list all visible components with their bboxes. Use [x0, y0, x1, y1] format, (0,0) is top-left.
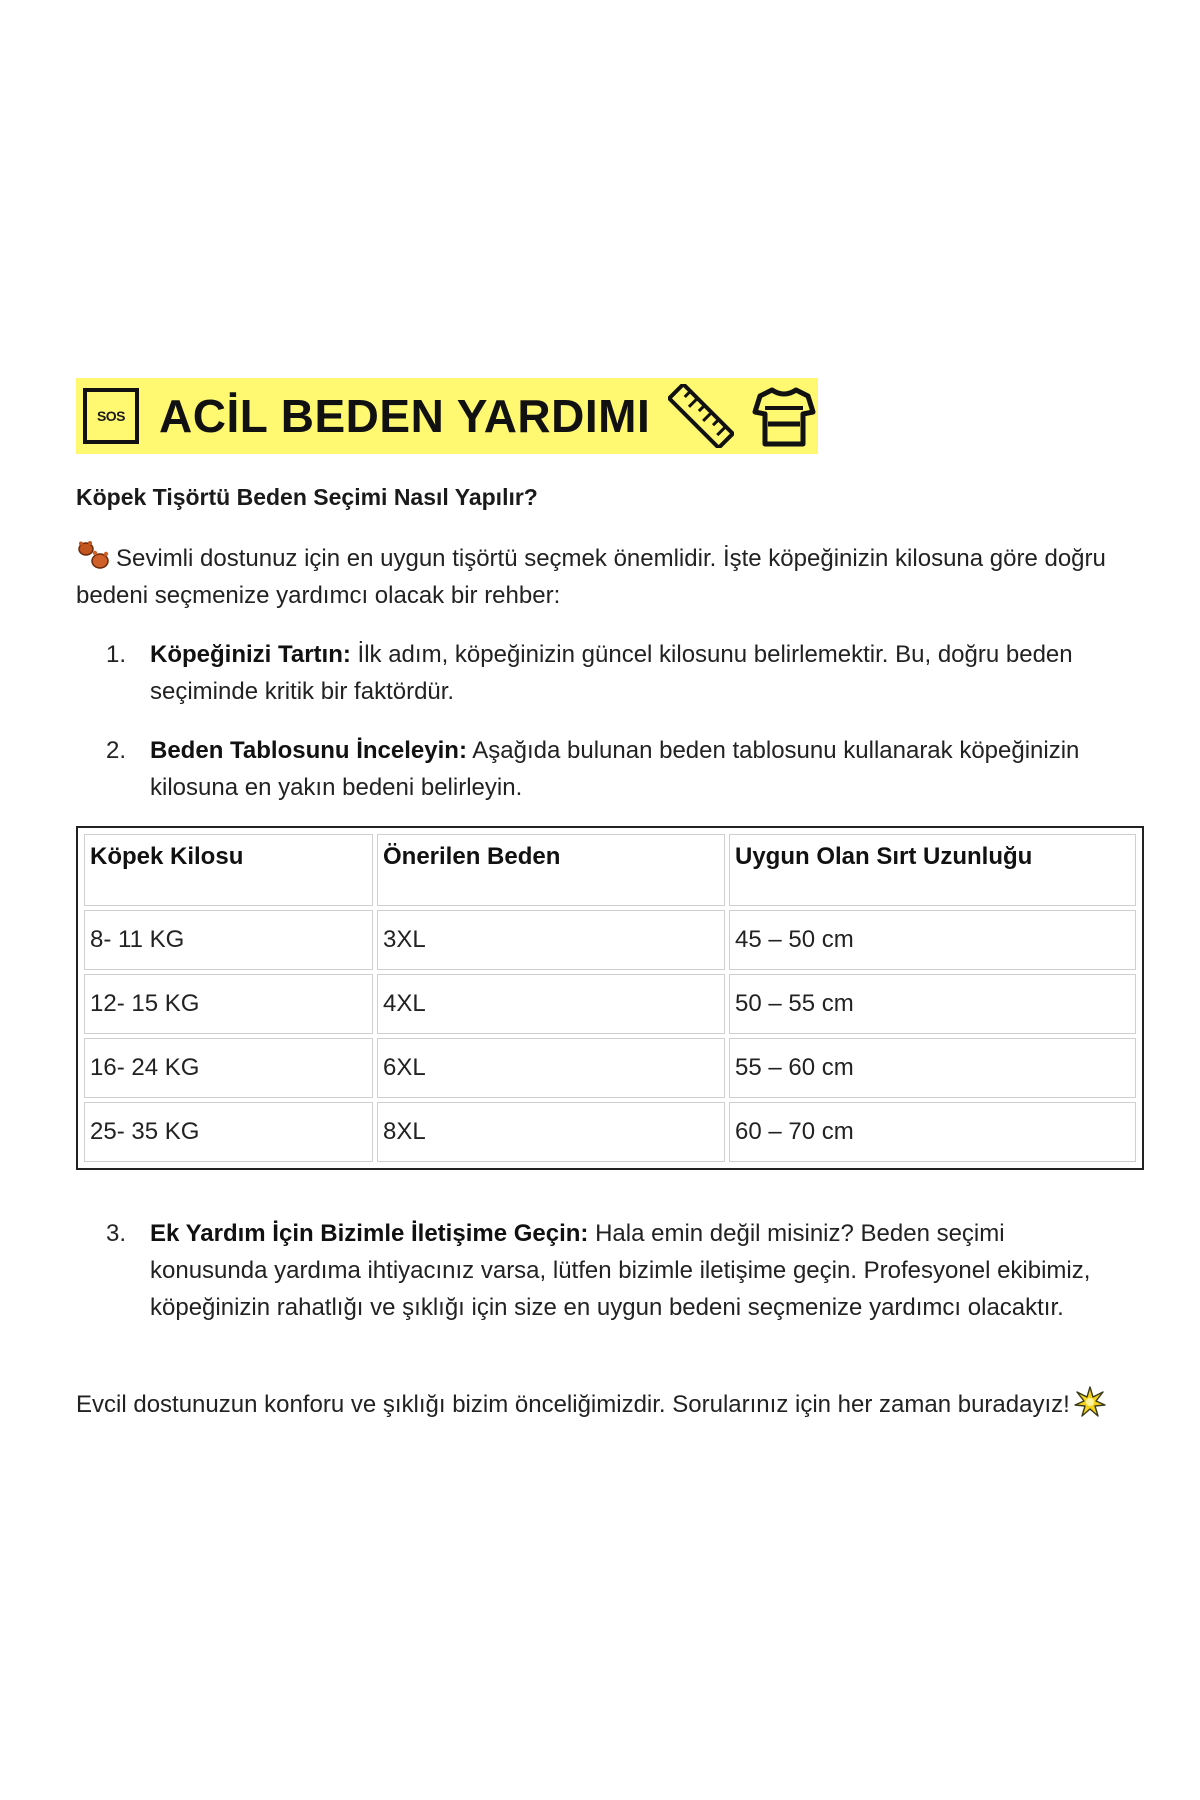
step-number: 1.	[106, 641, 127, 668]
table-cell: 12- 15 KG	[84, 974, 373, 1034]
sos-label: SOS	[96, 408, 126, 424]
intro-paragraph	[76, 540, 1126, 614]
outro-paragraph	[76, 1386, 1126, 1423]
table-row	[84, 910, 1136, 970]
table-header: Uygun Olan Sırt Uzunluğu	[729, 834, 1136, 906]
table-cell: 45 – 50 cm	[729, 910, 1136, 970]
sos-icon	[83, 388, 139, 444]
table-cell: 25- 35 KG	[84, 1102, 373, 1162]
paw-icon	[76, 541, 110, 571]
table-row	[84, 1038, 1136, 1098]
table-cell: 16- 24 KG	[84, 1038, 373, 1098]
tshirt-icon	[752, 384, 816, 448]
table-cell: 4XL	[377, 974, 725, 1034]
step-number: 2.	[106, 737, 127, 764]
step-title: Ek Yardım İçin Bizimle İletişime Geçin:	[150, 1220, 589, 1247]
table-cell: 50 – 55 cm	[729, 974, 1136, 1034]
table-header: Köpek Kilosu	[84, 834, 373, 906]
size-chart-table	[76, 826, 1144, 1170]
table-cell: 55 – 60 cm	[729, 1038, 1136, 1098]
ruler-icon	[668, 384, 734, 448]
table-cell: 6XL	[377, 1038, 725, 1098]
table-header: Önerilen Beden	[377, 834, 725, 906]
sparkle-star-icon	[1074, 1386, 1106, 1418]
step-number: 3.	[106, 1220, 127, 1247]
step-3	[106, 1215, 1116, 1326]
page-subtitle: Köpek Tişörtü Beden Seçimi Nasıl Yapılır?	[76, 484, 538, 510]
step-text: İlk adım, köpeğinizin güncel kilosunu belirlemektir. Bu, doğru beden seçiminde kritik bir faktördür.	[150, 641, 1073, 705]
step-1	[106, 636, 1116, 710]
step-text: Aşağıda bulunan beden tablosunu kullanarak köpeğinizin kilosuna en yakın bedeni belirleyin.	[150, 737, 1080, 801]
table-cell: 8XL	[377, 1102, 725, 1162]
step-2	[106, 732, 1116, 806]
step-title: Beden Tablosunu İnceleyin:	[150, 737, 467, 764]
outro-text: Evcil dostunuzun konforu ve şıklığı bizim önceliğimizdir. Sorularınız için her zaman buradayız!	[76, 1391, 1070, 1418]
intro-text: Sevimli dostunuz için en uygun tişörtü seçmek önemlidir. İşte köpeğinizin kilosuna göre doğru bedeni seçmenize yardımcı olacak bir rehber:	[76, 545, 1106, 609]
table-row	[84, 1102, 1136, 1162]
step-title: Köpeğinizi Tartın:	[150, 641, 351, 668]
table-header-row	[84, 834, 1136, 906]
table-row	[84, 974, 1136, 1034]
table-cell: 60 – 70 cm	[729, 1102, 1136, 1162]
step-text: Hala emin değil misiniz? Beden seçimi konusunda yardıma ihtiyacınız varsa, lütfen bizimle iletişime geçin. Profesyonel ekibimiz, köpeğinizin rahatlığı ve şıklığı için size en uygun bedeni seçmenize yardımcı olacaktır.	[150, 1220, 1091, 1321]
banner-title: ACİL BEDEN YARDIMI	[159, 390, 651, 442]
table-cell: 8- 11 KG	[84, 910, 373, 970]
emergency-size-banner	[76, 378, 818, 454]
table-cell: 3XL	[377, 910, 725, 970]
